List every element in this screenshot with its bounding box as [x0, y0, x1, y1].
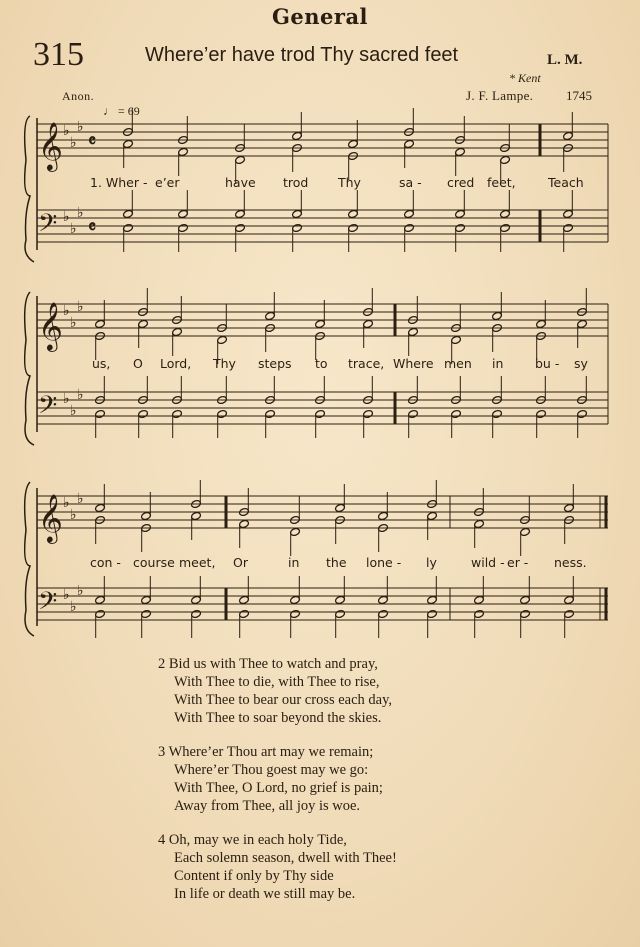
svg-text:♭: ♭: [63, 391, 70, 407]
note-head: [315, 409, 326, 418]
treble-clef-icon: 𝄞: [38, 301, 63, 350]
note-head: [348, 209, 359, 218]
lyric-syllable: 1. Wher -: [90, 175, 148, 190]
author-credit: Anon.: [62, 89, 95, 103]
note-head: [348, 139, 359, 148]
note-head: [536, 319, 547, 328]
lyric-syllable: Teach: [548, 175, 584, 190]
note-head: [290, 609, 301, 618]
stanza-line: With Thee to die, with Thee to rise,: [174, 674, 380, 690]
note-head: [378, 511, 389, 520]
lyric-syllable: sa -: [399, 175, 422, 190]
note-head: [290, 527, 301, 536]
note-head: [95, 409, 106, 418]
note-head: [500, 155, 511, 164]
svg-text:♭: ♭: [77, 299, 84, 315]
note-head: [492, 311, 503, 320]
svg-text:𝄴: 𝄴: [88, 217, 97, 238]
note-head: [404, 139, 415, 148]
svg-text:♭: ♭: [63, 123, 70, 139]
lyric-syllable: Lord,: [160, 356, 192, 371]
note-head: [451, 409, 462, 418]
lyric-syllable: to: [315, 356, 328, 371]
bass-clef-icon: 𝄢: [38, 587, 58, 622]
note-head: [191, 609, 202, 618]
stanza-number: 3: [158, 744, 166, 760]
note-head: [290, 595, 301, 604]
bass-clef-icon: 𝄢: [38, 391, 58, 426]
svg-text:♭: ♭: [63, 587, 70, 603]
note-head: [95, 595, 106, 604]
stanza-line: Away from Thee, all joy is woe.: [174, 798, 361, 814]
svg-text:♭: ♭: [63, 209, 70, 225]
stanza-line: Bid us with Thee to watch and pray,: [168, 656, 378, 672]
lyric-syllable: meet,: [179, 555, 216, 570]
note-head: [363, 319, 374, 328]
tune-name: * Kent: [509, 71, 541, 85]
svg-text:♭: ♭: [63, 495, 70, 511]
lyric-syllable: O: [133, 356, 143, 371]
lyric-syllable: lone -: [366, 555, 402, 570]
bass-clef-icon: 𝄢: [38, 209, 58, 244]
note-head: [455, 209, 466, 218]
svg-text:♭: ♭: [70, 403, 77, 419]
lyric-syllable: Thy: [338, 175, 361, 190]
svg-text:𝄴: 𝄴: [88, 131, 97, 152]
note-head: [217, 335, 228, 344]
note-head: [404, 209, 415, 218]
note-head: [292, 131, 303, 140]
lyric-syllable: have: [225, 175, 256, 190]
note-head: [95, 609, 106, 618]
hymn-number: 315: [33, 36, 84, 73]
lyric-syllable: us,: [92, 356, 111, 371]
svg-text:♭: ♭: [70, 221, 77, 237]
svg-text:♭: ♭: [70, 315, 77, 331]
note-head: [563, 223, 574, 232]
section-title: General: [271, 4, 369, 29]
note-head: [95, 503, 106, 512]
stanza-line: Oh, may we in each holy Tide,: [168, 832, 347, 848]
note-head: [520, 609, 531, 618]
note-head: [404, 223, 415, 232]
note-head: [138, 409, 149, 418]
note-head: [172, 409, 183, 418]
note-head: [500, 223, 511, 232]
note-head: [474, 595, 485, 604]
note-head: [141, 595, 152, 604]
note-head: [141, 609, 152, 618]
svg-text:♭: ♭: [77, 491, 84, 507]
note-head: [564, 595, 575, 604]
lyric-syllable: Thy: [213, 356, 236, 371]
svg-text:♭: ♭: [63, 303, 70, 319]
stanza-line: In life or death we still may be.: [174, 886, 356, 902]
note-head: [378, 595, 389, 604]
note-head: [141, 511, 152, 520]
stanza-4: [158, 831, 397, 903]
note-head: [235, 223, 246, 232]
stanza-number: 4: [158, 832, 166, 848]
note-head: [235, 155, 246, 164]
note-head: [536, 409, 547, 418]
svg-text:♭: ♭: [70, 507, 77, 523]
lyric-syllable: feet,: [487, 175, 516, 190]
note-head: [408, 327, 419, 336]
tempo-marking: ♩ = 69: [103, 104, 140, 118]
note-head: [520, 595, 531, 604]
lyric-syllable: in: [492, 356, 504, 371]
treble-clef-icon: 𝄞: [38, 121, 63, 170]
stanza-block: [158, 655, 397, 919]
note-head: [563, 131, 574, 140]
note-head: [564, 609, 575, 618]
lyric-syllable: er -: [507, 555, 529, 570]
note-head: [564, 503, 575, 512]
note-head: [123, 209, 134, 218]
note-head: [363, 409, 374, 418]
lyric-syllable: trod: [283, 175, 309, 190]
svg-text:♭: ♭: [70, 599, 77, 615]
note-head: [455, 147, 466, 156]
note-head: [178, 209, 189, 218]
stanza-number: 2: [158, 656, 166, 672]
note-head: [315, 319, 326, 328]
lyric-syllable: con -: [90, 555, 121, 570]
note-head: [292, 209, 303, 218]
svg-text:♭: ♭: [77, 387, 84, 403]
note-head: [123, 223, 134, 232]
note-head: [335, 609, 346, 618]
lyric-syllable: e’er: [155, 175, 180, 190]
stanza-3: [158, 743, 397, 815]
note-head: [191, 511, 202, 520]
note-head: [427, 595, 438, 604]
lyric-syllable: cred: [447, 175, 475, 190]
note-head: [451, 335, 462, 344]
note-head: [335, 503, 346, 512]
note-head: [474, 519, 485, 528]
note-head: [178, 147, 189, 156]
note-head: [577, 409, 588, 418]
note-head: [235, 209, 246, 218]
svg-text:♭: ♭: [77, 205, 84, 221]
note-head: [455, 223, 466, 232]
svg-text:♭: ♭: [77, 583, 84, 599]
lyric-syllable: steps: [258, 356, 292, 371]
note-head: [123, 139, 134, 148]
note-head: [239, 519, 250, 528]
lyric-syllable: men: [444, 356, 472, 371]
lyric-syllable: trace,: [348, 356, 385, 371]
note-head: [474, 609, 485, 618]
note-head: [378, 609, 389, 618]
svg-text:♭: ♭: [77, 119, 84, 135]
note-head: [138, 319, 149, 328]
note-head: [265, 311, 276, 320]
stanza-line: Content if only by Thy side: [174, 868, 334, 884]
note-head: [577, 319, 588, 328]
note-head: [427, 609, 438, 618]
svg-text:♭: ♭: [70, 135, 77, 151]
note-head: [563, 209, 574, 218]
lyric-syllable: bu -: [535, 356, 560, 371]
lyric-syllable: ly: [426, 555, 437, 570]
stanza-line: Each solemn season, dwell with Thee!: [174, 850, 397, 866]
note-head: [520, 527, 531, 536]
stanza-line: Where’er Thou art may we remain;: [168, 744, 374, 760]
lyric-syllable: Or: [233, 555, 248, 570]
composer-credit: J. F. Lampe.: [466, 88, 534, 103]
stanza-line: With Thee to bear our cross each day,: [174, 692, 393, 708]
note-head: [492, 409, 503, 418]
lyric-syllable: in: [288, 555, 300, 570]
treble-clef-icon: 𝄞: [38, 493, 63, 542]
key-signature-flats: [63, 119, 84, 615]
stanza-line: With Thee to soar beyond the skies.: [174, 710, 382, 726]
meter-label: L. M.: [547, 52, 583, 68]
note-head: [191, 595, 202, 604]
note-head: [408, 409, 419, 418]
note-head: [217, 409, 228, 418]
stanza-line: With Thee, O Lord, no grief is pain;: [174, 780, 383, 796]
lyric-syllable: ness.: [554, 555, 587, 570]
lyric-syllable: the: [326, 555, 347, 570]
note-head: [500, 209, 511, 218]
note-head: [292, 223, 303, 232]
note-head: [239, 609, 250, 618]
note-head: [348, 223, 359, 232]
note-head: [335, 595, 346, 604]
lyric-syllable: wild -: [471, 555, 505, 570]
stanza-2: [158, 655, 397, 727]
lyric-syllable: course: [133, 555, 175, 570]
note-head: [172, 327, 183, 336]
note-head: [265, 409, 276, 418]
note-head: [239, 595, 250, 604]
lyric-syllable: Where: [393, 356, 434, 371]
lyric-syllable: sy: [574, 356, 588, 371]
composition-year: 1745: [566, 88, 592, 103]
hymn-title: Where’er have trod Thy sacred feet: [145, 44, 459, 66]
note-head: [178, 223, 189, 232]
note-head: [427, 511, 438, 520]
note-head: [95, 319, 106, 328]
stanza-line: Where’er Thou goest may we go:: [174, 762, 369, 778]
